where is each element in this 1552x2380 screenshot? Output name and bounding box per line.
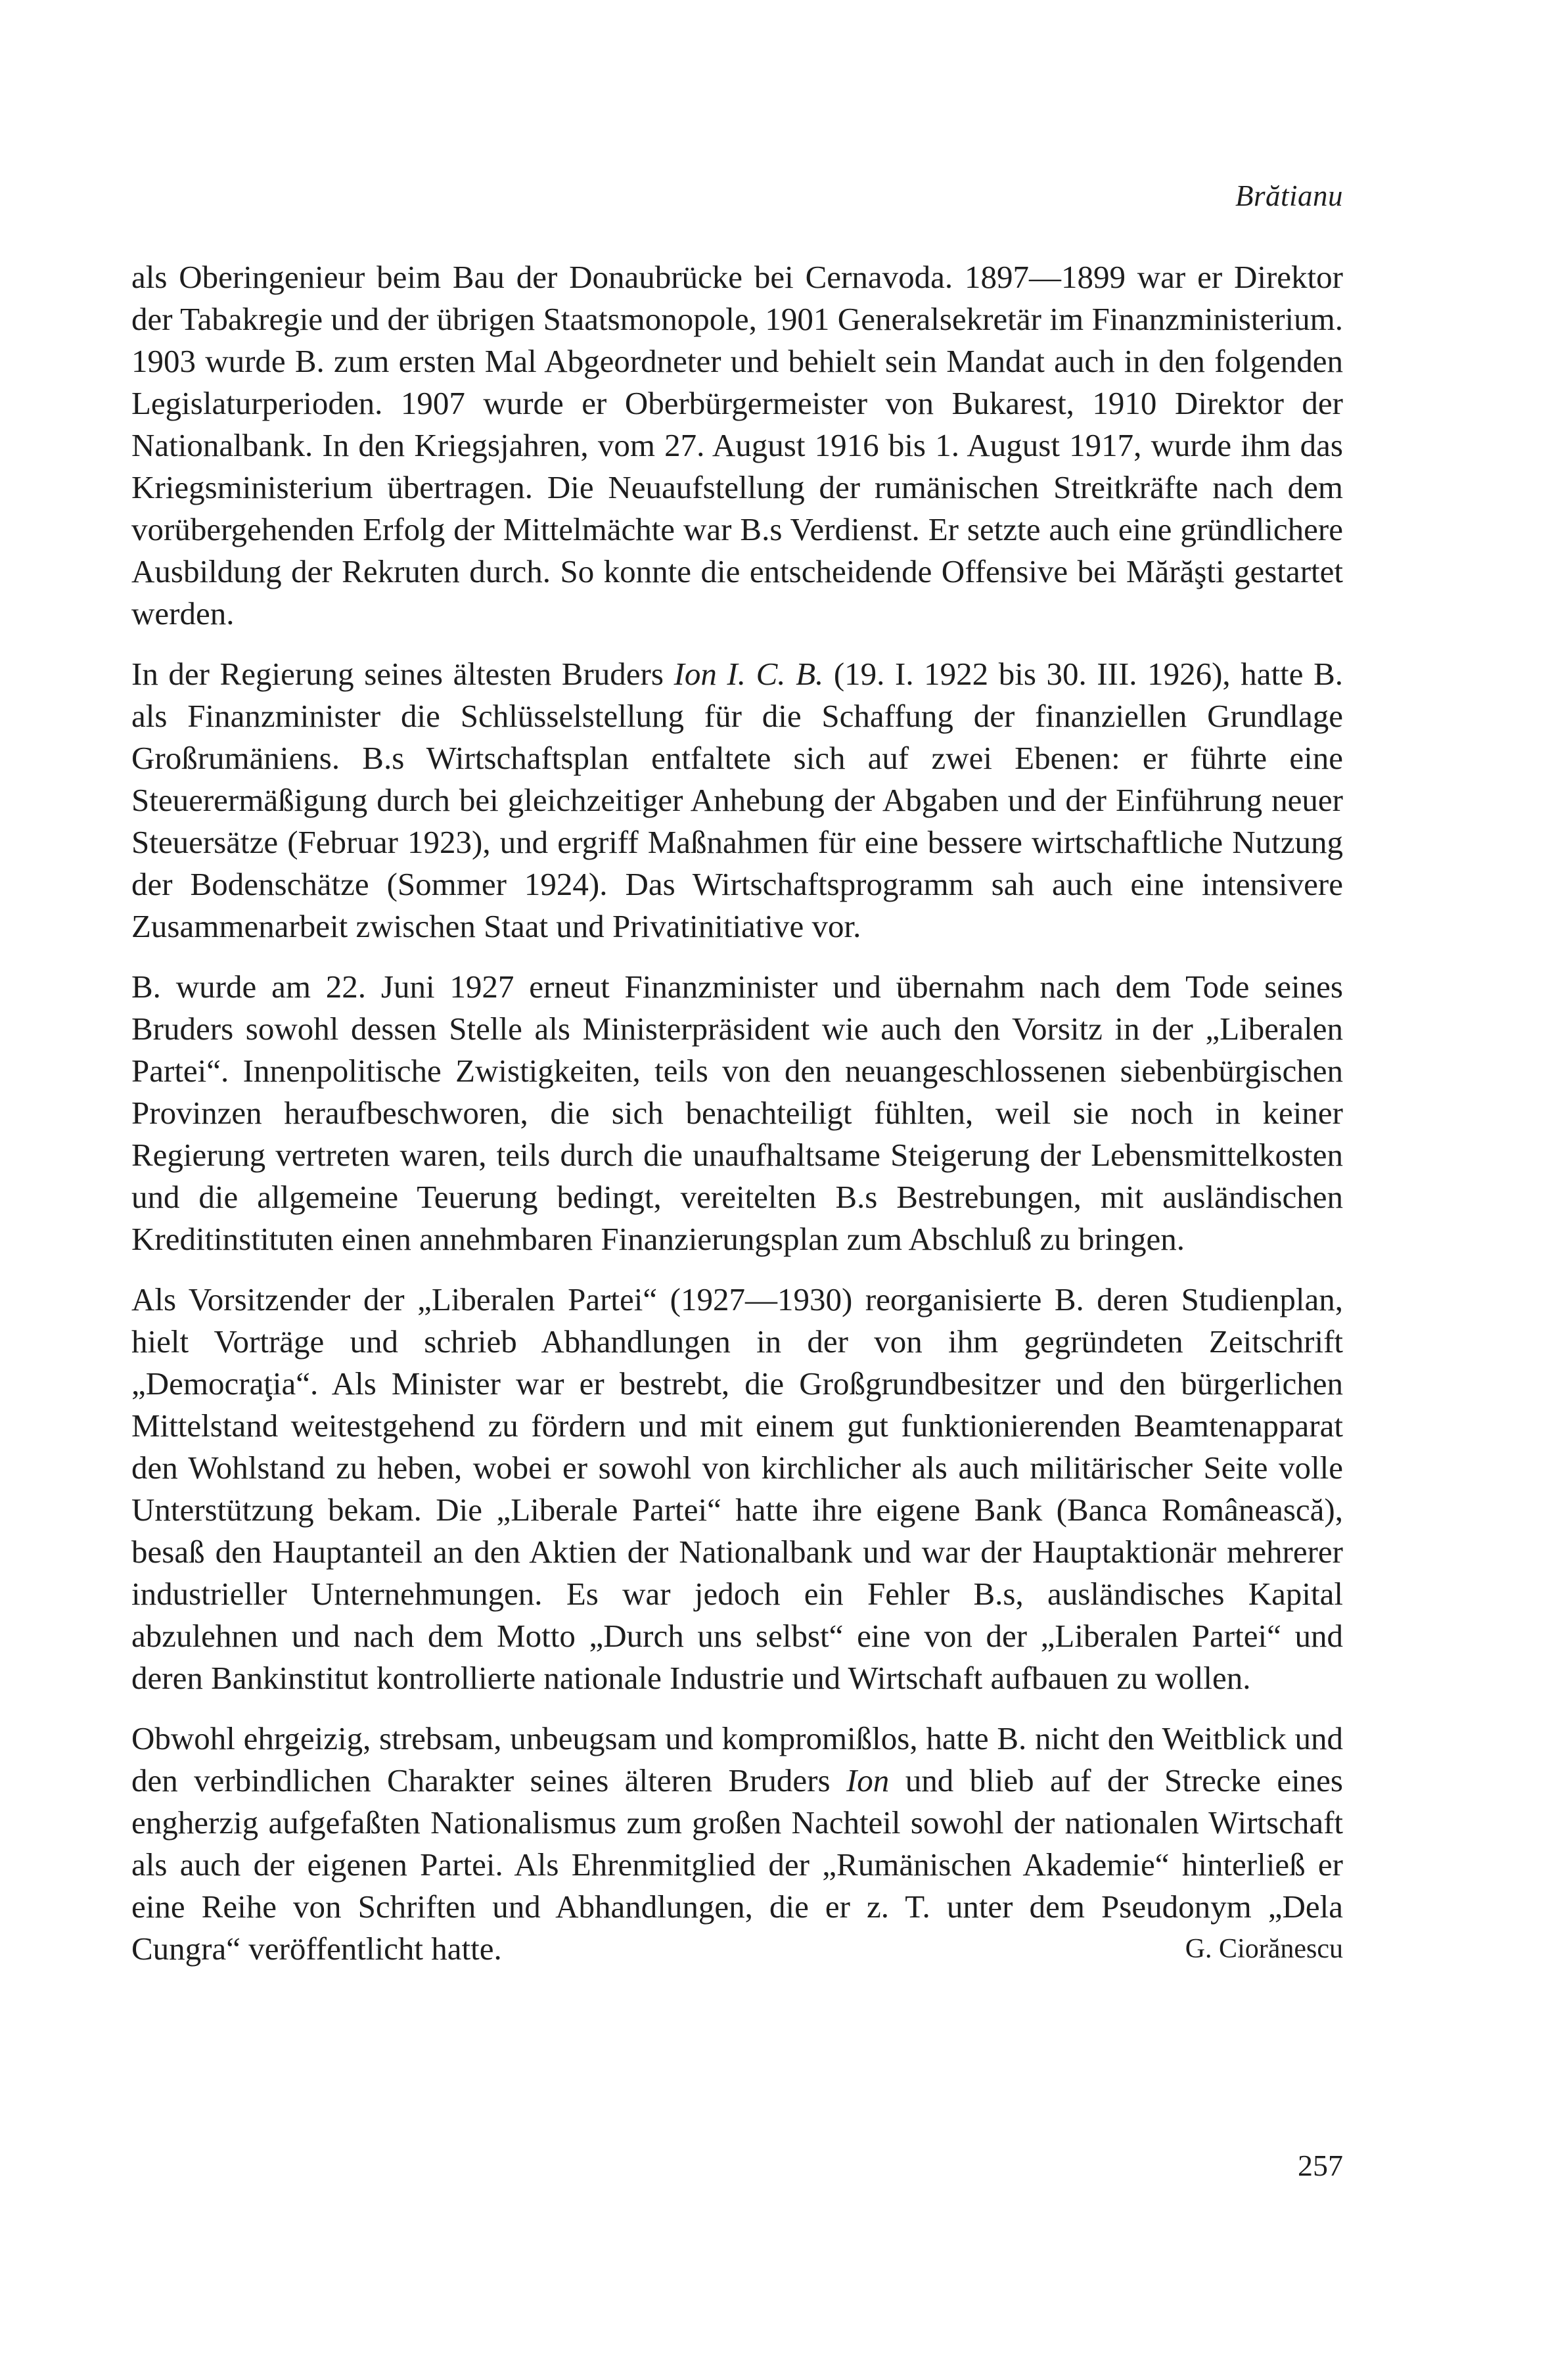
- paragraph-5-italic-name: Ion: [846, 1762, 890, 1798]
- article-body: [131, 256, 1343, 1970]
- paragraph-2-text-end: (19. I. 1922 bis 30. III. 1926), hatte B. als Finanzminister die Schlüsselstellung für die Schaffung der finanziellen Grundlage Großrumäniens. B.s Wirtschaftsplan entfaltete sich auf zwei Ebenen: er führte eine Steuerermäßigung durch bei gleichzeitiger Anhebung der Abgaben und der Einführung neuer Steuersätze (Februar 1923), und ergriff Maßnahmen für eine bessere wirtschaftliche Nutzung der Bodenschätze (Sommer 1924). Das Wirtschaftsprogramm sah auch eine intensivere Zusammenarbeit zwischen Staat und Privatinitiative vor.: [131, 656, 1344, 944]
- paragraph-2-italic-name: Ion I. C. B.: [673, 656, 824, 692]
- paragraph-4: Als Vorsitzender der „Liberalen Partei“ (1927—1930) reorganisierte B. deren Studienplan, hielt Vorträge und schrieb Abhandlungen in der von ihm gegründeten Zeitschrift „Democraţia“. Als Minister war er bestrebt, die Großgrundbesitzer und den bürgerlichen Mittelstand weitestgehend zu fördern und mit einem gut funktionierenden Beamtenapparat den Wohlstand zu heben, wobei er sowohl von kirchlicher als auch militärischer Seite volle Unterstützung bekam. Die „Liberale Partei“ hatte ihre eigene Bank (Banca Românească), besaß den Hauptanteil an den Aktien der Nationalbank und war der Hauptaktionär mehrerer industrieller Unternehmungen. Es war jedoch ein Fehler B.s, ausländisches Kapital abzulehnen und nach dem Motto „Durch uns selbst“ eine von der „Liberalen Partei“ und deren Bankinstitut kontrollierte nationale Industrie und Wirtschaft aufbauen zu wollen.: [131, 1281, 1343, 1696]
- page-number: 257: [1298, 2149, 1343, 2182]
- paragraph-3: B. wurde am 22. Juni 1927 erneut Finanzminister und übernahm nach dem Tode seines Bruders sowohl dessen Stelle als Ministerpräsident wie auch den Vorsitz in der „Liberalen Partei“. Innenpolitische Zwistigkeiten, teils von den neuangeschlossenen siebenbürgischen Provinzen heraufbeschworen, die sich benachteiligt fühlten, weil sie noch in keiner Regierung vertreten waren, teils durch die unaufhaltsame Steigerung der Lebensmittelkosten und die allgemeine Teuerung bedingt, vereitelten B.s Bestrebungen, mit ausländischen Kreditinstituten einen annehmbaren Finanzierungsplan zum Abschluß zu bringen.: [131, 969, 1343, 1257]
- paragraph-5: [131, 1718, 1343, 1970]
- paragraph-5-text-start: Obwohl ehrgeizig, strebsam, unbeugsam und kompromißlos, hatte B. nicht den Weitblick und den verbindlichen Charakter seines älteren Bruders: [131, 1720, 1343, 1798]
- paragraph-5-text-end: und blieb auf der Strecke eines engherzig aufgefaßten Nationalismus zum großen Nachteil sowohl der nationalen Wirtschaft als auch der eigenen Partei. Als Ehrenmitglied der „Rumänischen Akademie“ hinterließ er eine Reihe von Schriften und Abhandlungen, die er z. T. unter dem Pseudonym „Dela Cungra“ veröffentlicht hatte.: [131, 1762, 1343, 1967]
- author-signature: G. Ciorănescu: [1185, 1934, 1343, 1964]
- paragraph-1: als Oberingenieur beim Bau der Donaubrücke bei Cernavoda. 1897—1899 war er Direktor der Tabakregie und der übrigen Staatsmonopole, 1901 Generalsekretär im Finanzministerium. 1903 wurde B. zum ersten Mal Abgeordneter und behielt sein Mandat auch in den folgenden Legislaturperioden. 1907 wurde er Oberbürgermeister von Bukarest, 1910 Direktor der Nationalbank. In den Kriegsjahren, vom 27. August 1916 bis 1. August 1917, wurde ihm das Kriegsministerium übertragen. Die Neuaufstellung der rumänischen Streitkräfte nach dem vorübergehenden Erfolg der Mittelmächte war B.s Verdienst. Er setzte auch eine gründlichere Ausbildung der Rekruten durch. So konnte die entscheidende Offensive bei Mărăşti gestartet werden.: [131, 259, 1343, 631]
- paragraph-2: [131, 653, 1343, 948]
- paragraph-2-text-start: In der Regierung seines ältesten Bruders: [131, 656, 674, 692]
- running-head: Brătianu: [1235, 179, 1343, 212]
- document-page: [131, 0, 1343, 2380]
